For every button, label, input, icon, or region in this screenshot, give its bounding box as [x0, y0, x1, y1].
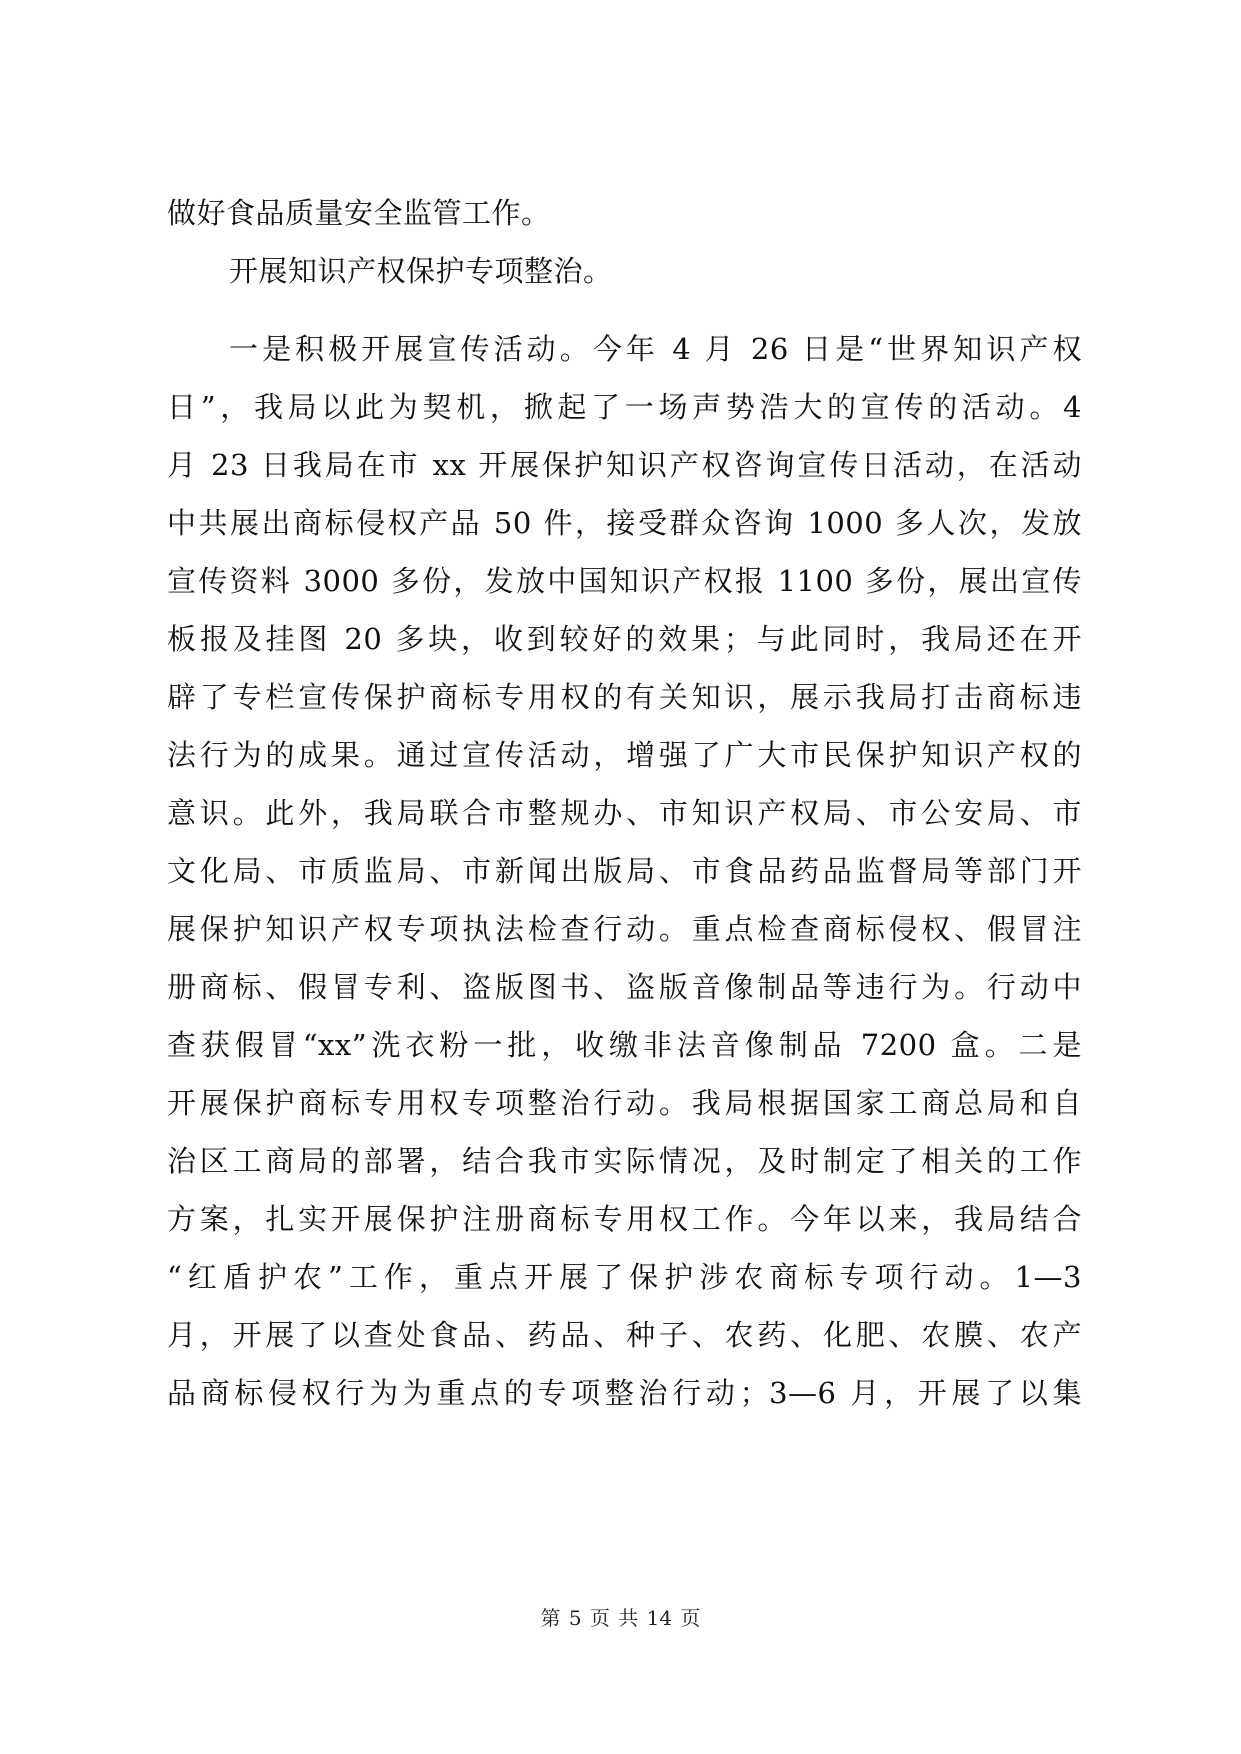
text-line-3: 一是积极开展宣传活动。今年 4 月 26 日是“世界知识产权: [229, 332, 1082, 366]
page-number-footer: 第 5 页 共 14 页: [540, 1606, 701, 1630]
text-line-17: 治区工商局的部署，结合我市实际情况，及时制定了相关的工作: [167, 1144, 1082, 1178]
text-line-18: 方案，扎实开展保护注册商标专用权工作。今年以来，我局结合: [167, 1202, 1082, 1236]
text-line-19: “红盾护农”工作，重点开展了保护涉农商标专项行动。1—3: [167, 1260, 1082, 1294]
text-line-13: 展保护知识产权专项执法检查行动。重点检查商标侵权、假冒注: [167, 912, 1082, 946]
text-line-2: 开展知识产权保护专项整治。: [229, 254, 613, 288]
text-line-12: 文化局、市质监局、市新闻出版局、市食品药品监督局等部门开: [167, 854, 1082, 888]
text-line-20: 月，开展了以查处食品、药品、种子、农药、化肥、农膜、农产: [167, 1318, 1082, 1352]
text-line-5: 月 23 日我局在市 xx 开展保护知识产权咨询宣传日活动，在活动: [167, 448, 1082, 482]
text-line-6: 中共展出商标侵权产品 50 件，接受群众咨询 1000 多人次，发放: [167, 506, 1082, 540]
text-line-14: 册商标、假冒专利、盗版图书、盗版音像制品等违行为。行动中: [167, 970, 1082, 1004]
text-line-15: 查获假冒“xx”洗衣粉一批，收缴非法音像制品 7200 盒。二是: [167, 1028, 1082, 1062]
text-line-1: 做好食品质量安全监管工作。: [167, 196, 551, 230]
text-line-10: 法行为的成果。通过宣传活动，增强了广大市民保护知识产权的: [167, 738, 1082, 772]
text-line-11: 意识。此外，我局联合市整规办、市知识产权局、市公安局、市: [167, 796, 1082, 830]
text-line-9: 辟了专栏宣传保护商标专用权的有关知识，展示我局打击商标违: [167, 680, 1082, 714]
text-line-4: 日”，我局以此为契机，掀起了一场声势浩大的宣传的活动。4: [167, 390, 1082, 424]
text-line-8: 板报及挂图 20 多块，收到较好的效果；与此同时，我局还在开: [167, 622, 1082, 656]
text-line-21: 品商标侵权行为为重点的专项整治行动；3—6 月，开展了以集: [167, 1376, 1082, 1410]
text-line-16: 开展保护商标专用权专项整治行动。我局根据国家工商总局和自: [167, 1086, 1082, 1120]
text-line-7: 宣传资料 3000 多份，发放中国知识产权报 1100 多份，展出宣传: [167, 564, 1082, 598]
